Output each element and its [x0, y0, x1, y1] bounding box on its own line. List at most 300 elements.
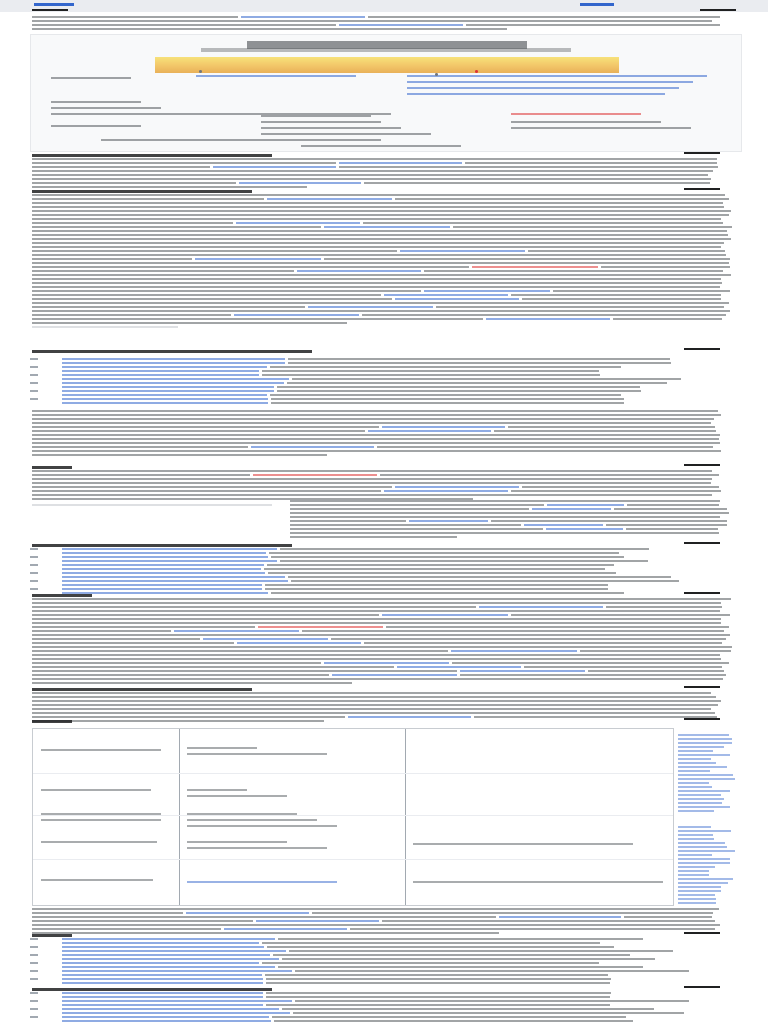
paragraph-line [32, 474, 250, 476]
list-item-link[interactable] [62, 996, 263, 998]
list-item-link[interactable] [62, 374, 259, 376]
paragraph-link[interactable] [332, 674, 457, 676]
paragraph-line [290, 532, 719, 534]
map-marker-icon [435, 73, 438, 76]
paragraph-link [258, 626, 383, 628]
list-item-link[interactable] [62, 568, 261, 570]
paragraph-line [436, 306, 724, 308]
list-item-link[interactable] [62, 580, 288, 582]
side-note-line[interactable] [678, 766, 727, 768]
list-item-link[interactable] [62, 978, 263, 980]
paragraph-link[interactable] [384, 490, 508, 492]
list-item-link[interactable] [62, 366, 267, 368]
paragraph-link[interactable] [395, 298, 519, 300]
panel-note-link[interactable] [407, 87, 679, 89]
paragraph-link[interactable] [524, 524, 603, 526]
list-item-link[interactable] [62, 958, 279, 960]
panel-field-value [261, 121, 381, 123]
paragraph-line [32, 486, 392, 488]
paragraph-line [32, 270, 294, 272]
paragraph-line [32, 908, 719, 910]
list-item-link[interactable] [62, 556, 268, 558]
paragraph-link[interactable] [174, 630, 299, 632]
side-note-line[interactable] [678, 850, 735, 852]
paragraph-line [32, 692, 711, 694]
paragraph-line [32, 282, 722, 284]
paragraph-line [32, 666, 394, 668]
list-item-link[interactable] [62, 552, 266, 554]
paragraph-line [524, 666, 722, 668]
table-cell [187, 841, 287, 843]
paragraph-link [472, 266, 598, 268]
list-bullet [30, 962, 38, 964]
paragraph-line [32, 916, 496, 918]
paragraph-line [290, 500, 720, 502]
nav-link[interactable] [580, 3, 614, 6]
paragraph-link[interactable] [546, 528, 623, 530]
list-item-link[interactable] [62, 548, 277, 550]
table-cell [41, 819, 161, 821]
side-note-line[interactable] [678, 882, 728, 884]
paragraph-line [32, 704, 718, 706]
table-cell [413, 843, 633, 845]
side-note-line[interactable] [678, 786, 712, 788]
side-note-line[interactable] [678, 754, 730, 756]
list-item-link[interactable] [62, 378, 289, 380]
list-item-link[interactable] [62, 382, 284, 384]
list-item-link[interactable] [62, 402, 268, 404]
table-cell [41, 789, 151, 791]
edit-section-link[interactable] [684, 348, 720, 350]
paragraph-line [32, 202, 723, 204]
paragraph-line [32, 602, 721, 604]
table-cell [187, 753, 327, 755]
paragraph-line [32, 610, 720, 612]
paragraph-line [32, 658, 721, 660]
list-item-line [266, 978, 611, 980]
paragraph-link[interactable] [400, 250, 525, 252]
paragraph-link[interactable] [451, 650, 577, 652]
side-note-line[interactable] [678, 810, 714, 812]
side-note-line[interactable] [678, 874, 709, 876]
list-item-link[interactable] [62, 386, 274, 388]
paragraph-line [290, 504, 544, 506]
paragraph-line [528, 250, 725, 252]
side-note-line[interactable] [678, 734, 729, 736]
paragraph-link[interactable] [368, 430, 491, 432]
paragraph-line [32, 434, 720, 436]
list-item-link[interactable] [62, 1008, 279, 1010]
paragraph-line [32, 314, 231, 316]
table-cell[interactable] [187, 881, 337, 883]
paragraph-link[interactable] [486, 318, 610, 320]
list-item-line [271, 402, 624, 404]
paragraph-line [32, 642, 234, 644]
paragraph-link[interactable] [348, 716, 471, 718]
paragraph-link[interactable] [234, 314, 359, 316]
list-item-link[interactable] [62, 970, 292, 972]
paragraph-line [32, 426, 379, 428]
paragraph-line [32, 470, 712, 472]
paragraph-line [32, 242, 724, 244]
caption-box [32, 326, 178, 328]
side-note-line[interactable] [678, 794, 721, 796]
edit-section-link[interactable] [684, 152, 720, 154]
list-item-link[interactable] [62, 362, 285, 364]
side-note-line[interactable] [678, 886, 721, 888]
paragraph-line [32, 414, 721, 416]
paragraph-line [32, 210, 731, 212]
list-item-link[interactable] [62, 572, 265, 574]
paragraph-link[interactable] [297, 270, 421, 272]
list-item-link[interactable] [62, 358, 285, 360]
paragraph-line [32, 250, 397, 252]
paragraph-link[interactable] [186, 912, 309, 914]
paragraph-line [363, 222, 723, 224]
list-item-link[interactable] [62, 992, 263, 994]
side-note-line[interactable] [678, 894, 715, 896]
paragraph-link[interactable] [382, 426, 505, 428]
list-item-link[interactable] [62, 1000, 292, 1002]
list-item-link[interactable] [62, 588, 262, 590]
list-item-line [287, 382, 667, 384]
paragraph-line [522, 486, 719, 488]
list-item-link[interactable] [62, 974, 262, 976]
breadcrumb-link[interactable] [34, 3, 74, 6]
list-bullet [30, 954, 38, 956]
intro-link[interactable] [339, 24, 463, 26]
paragraph-line [32, 230, 727, 232]
panel-caption [51, 77, 131, 79]
paragraph-line [312, 912, 713, 914]
paragraph-line [364, 182, 710, 184]
list-item-link[interactable] [62, 938, 275, 940]
list-item-link[interactable] [62, 966, 275, 968]
paragraph-line [32, 646, 732, 648]
list-item-line [262, 370, 599, 372]
list-item-link[interactable] [62, 950, 286, 952]
paragraph-line [32, 306, 305, 308]
list-bullet [30, 556, 38, 558]
paragraph-link[interactable] [251, 446, 374, 448]
edit-section-link[interactable] [684, 718, 720, 720]
paragraph-line [324, 258, 730, 260]
paragraph-line [32, 294, 381, 296]
panel-note-link[interactable] [407, 75, 707, 77]
paragraph-link[interactable] [409, 520, 488, 522]
paragraph-line [32, 634, 730, 636]
intro-line [32, 24, 336, 26]
list-item-line [264, 568, 605, 570]
paragraph-line [32, 478, 712, 480]
list-item-link[interactable] [62, 1012, 290, 1014]
paragraph-line [452, 662, 729, 664]
paragraph-link [253, 474, 377, 476]
paragraph-line [32, 234, 728, 236]
list-item-link[interactable] [62, 394, 267, 396]
paragraph-line [290, 508, 529, 510]
list-item-link[interactable] [62, 584, 262, 586]
paragraph-line [32, 720, 324, 722]
side-note-line[interactable] [678, 774, 733, 776]
panel-field-value [261, 115, 371, 117]
paragraph-link[interactable] [499, 916, 621, 918]
table-cell [187, 795, 287, 797]
list-item-line [289, 950, 673, 952]
list-item-line [293, 1012, 684, 1014]
side-note-line[interactable] [678, 834, 713, 836]
list-item-line [267, 946, 614, 948]
map-marker-icon [475, 70, 478, 73]
list-item-line [272, 1016, 626, 1018]
edit-section-link[interactable] [684, 986, 720, 988]
paragraph-line [32, 614, 379, 616]
panel-field-label [51, 107, 161, 109]
list-item-line [278, 966, 643, 968]
edit-section-link[interactable] [684, 188, 720, 190]
list-item-link[interactable] [62, 370, 259, 372]
list-item-link[interactable] [62, 1016, 269, 1018]
paragraph-link[interactable] [479, 606, 603, 608]
paragraph-link[interactable] [237, 642, 361, 644]
paragraph-link[interactable] [308, 306, 433, 308]
paragraph-line [32, 226, 321, 228]
paragraph-line [32, 278, 721, 280]
paragraph-line [32, 606, 476, 608]
section-heading [32, 154, 272, 157]
side-note-line[interactable] [678, 742, 732, 744]
paragraph-line [32, 712, 715, 714]
side-note-line[interactable] [678, 854, 712, 856]
paragraph-link[interactable] [236, 222, 360, 224]
list-bullet [30, 548, 38, 550]
paragraph-line [491, 520, 727, 522]
list-item-line [267, 564, 614, 566]
edit-section-link[interactable] [684, 464, 720, 466]
paragraph-line [32, 290, 421, 292]
paragraph-line [32, 700, 721, 702]
list-bullet [30, 992, 38, 994]
paragraph-link[interactable] [256, 920, 379, 922]
side-note-line[interactable] [678, 842, 725, 844]
paragraph-link[interactable] [267, 198, 392, 200]
paragraph-link[interactable] [460, 670, 585, 672]
paragraph-line [32, 410, 718, 412]
list-bullet [30, 970, 38, 972]
panel-footer [301, 145, 461, 147]
list-bullet [30, 382, 38, 384]
list-item-link[interactable] [62, 946, 264, 948]
paragraph-line [601, 266, 730, 268]
side-note-line[interactable] [678, 862, 730, 864]
list-bullet [30, 1000, 38, 1002]
list-item-line [277, 386, 640, 388]
side-note-line[interactable] [678, 866, 715, 868]
paragraph-link[interactable] [397, 666, 521, 668]
paragraph-line [350, 928, 715, 930]
section-heading [32, 466, 72, 469]
list-item-link[interactable] [62, 576, 285, 578]
intro-line [368, 16, 720, 18]
table-cell [187, 813, 297, 815]
paragraph-line [32, 678, 723, 680]
paragraph-line [32, 222, 233, 224]
paragraph-link[interactable] [213, 166, 336, 168]
paragraph-line [32, 302, 729, 304]
side-note-line[interactable] [678, 826, 711, 828]
list-item-link[interactable] [62, 942, 259, 944]
paragraph-link[interactable] [384, 294, 508, 296]
list-item-line [269, 552, 619, 554]
paragraph-link[interactable] [203, 638, 328, 640]
paragraph-line [32, 158, 717, 160]
paragraph-line [32, 238, 731, 240]
edit-section-link[interactable] [684, 932, 720, 934]
list-item-link[interactable] [62, 398, 268, 400]
side-note-line[interactable] [678, 858, 730, 860]
paragraph-line [32, 194, 725, 196]
paragraph-line [290, 516, 720, 518]
paragraph-line [290, 528, 543, 530]
panel-note-link[interactable] [407, 81, 693, 83]
paragraph-link[interactable] [382, 614, 508, 616]
list-item-line [280, 560, 648, 562]
panel-field-value [511, 113, 641, 115]
list-item-link[interactable] [62, 1004, 263, 1006]
paragraph-link[interactable] [547, 504, 624, 506]
paragraph-link[interactable] [339, 162, 462, 164]
side-note-line[interactable] [678, 738, 732, 740]
side-note-line[interactable] [678, 878, 733, 880]
list-item-link[interactable] [62, 1020, 271, 1022]
paragraph-line [626, 528, 718, 530]
paragraph-link[interactable] [324, 226, 450, 228]
list-item-link[interactable] [62, 954, 270, 956]
paragraph-line [32, 662, 321, 664]
intro-line [32, 28, 507, 30]
list-item-line [288, 362, 671, 364]
section-heading [32, 190, 252, 193]
panel-field-value [511, 121, 661, 123]
paragraph-line [606, 606, 722, 608]
list-item-line [266, 1004, 610, 1006]
side-note-line[interactable] [678, 746, 724, 748]
paragraph-line [32, 618, 721, 620]
list-item-line [278, 938, 643, 940]
paragraph-line [32, 670, 457, 672]
side-note-line[interactable] [678, 898, 716, 900]
intro-link[interactable] [241, 16, 365, 18]
list-item-line [295, 1000, 689, 1002]
paragraph-line [32, 206, 724, 208]
list-item-link[interactable] [62, 982, 263, 984]
paragraph-line [32, 450, 721, 452]
table-row-divider [33, 815, 673, 816]
paragraph-line [32, 630, 171, 632]
side-note-line[interactable] [678, 802, 722, 804]
list-bullet [30, 580, 38, 582]
paragraph-line [32, 162, 336, 164]
list-item-line [262, 942, 600, 944]
side-note-line[interactable] [678, 902, 716, 904]
list-item-line [265, 974, 608, 976]
list-item-line [271, 398, 624, 400]
paragraph-link[interactable] [395, 486, 519, 488]
side-note-line[interactable] [678, 758, 711, 760]
paragraph-line [522, 298, 721, 300]
paragraph-line [465, 162, 717, 164]
side-note-line[interactable] [678, 770, 710, 772]
paragraph-line [32, 422, 711, 424]
edit-section-link[interactable] [684, 592, 720, 594]
paragraph-line [511, 614, 730, 616]
side-note-line[interactable] [678, 838, 714, 840]
side-note-line[interactable] [678, 846, 727, 848]
paragraph-line [32, 198, 264, 200]
list-bullet [30, 572, 38, 574]
side-note-line[interactable] [678, 790, 730, 792]
list-item-line [262, 374, 600, 376]
paragraph-line [32, 622, 721, 624]
paragraph-line [32, 266, 469, 268]
paragraph-link[interactable] [424, 290, 550, 292]
side-note-line[interactable] [678, 750, 713, 752]
list-item-link[interactable] [62, 560, 277, 562]
panel-caption-link[interactable] [196, 75, 356, 77]
paragraph-line [511, 490, 721, 492]
list-bullet [30, 938, 38, 940]
map-marker-icon [199, 70, 202, 73]
paragraph-link[interactable] [532, 508, 611, 510]
paragraph-link[interactable] [224, 928, 347, 930]
side-note-line[interactable] [678, 870, 709, 872]
paragraph-line [32, 262, 729, 264]
side-note-line[interactable] [678, 806, 730, 808]
side-note-line[interactable] [678, 762, 716, 764]
paragraph-line [32, 298, 392, 300]
paragraph-line [474, 716, 717, 718]
side-note-line[interactable] [678, 798, 724, 800]
paragraph-line [32, 626, 255, 628]
paragraph-link[interactable] [239, 182, 361, 184]
section-heading [32, 544, 292, 547]
list-item-link[interactable] [62, 592, 268, 594]
list-bullet [30, 374, 38, 376]
paragraph-line [624, 916, 712, 918]
side-note-line[interactable] [678, 782, 709, 784]
side-note-line[interactable] [678, 890, 721, 892]
side-note-line[interactable] [678, 778, 735, 780]
list-item-link[interactable] [62, 962, 259, 964]
side-note-line[interactable] [678, 830, 731, 832]
paragraph-line [424, 270, 723, 272]
panel-note-link[interactable] [407, 93, 665, 95]
paragraph-link[interactable] [324, 662, 449, 664]
paragraph-line [32, 310, 730, 312]
table-cell [187, 825, 337, 827]
list-item-link[interactable] [62, 564, 264, 566]
paragraph-line [32, 442, 720, 444]
edit-section-link[interactable] [684, 542, 720, 544]
list-item-line [282, 958, 655, 960]
list-bullet [30, 1008, 38, 1010]
list-bullet [30, 1016, 38, 1018]
paragraph-link[interactable] [195, 258, 321, 260]
list-item-line [295, 970, 689, 972]
edit-section-link[interactable] [684, 686, 720, 688]
list-bullet [30, 564, 38, 566]
list-item-link[interactable] [62, 390, 274, 392]
